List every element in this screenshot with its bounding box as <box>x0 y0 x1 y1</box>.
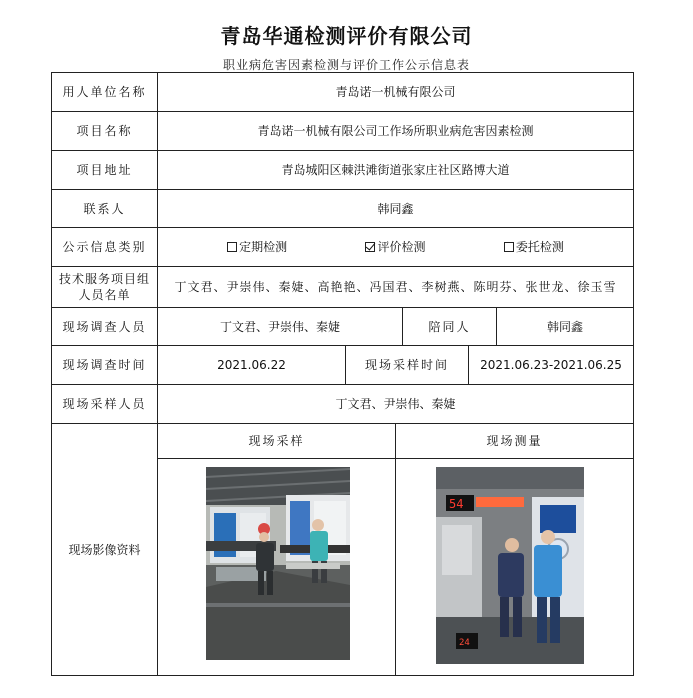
checkbox-icon[interactable] <box>504 242 514 252</box>
employer-value: 青岛诺一机械有限公司 <box>157 72 634 112</box>
escort-value: 韩同鑫 <box>496 307 634 346</box>
project-value: 青岛诺一机械有限公司工作场所职业病危害因素检测 <box>157 111 634 151</box>
sampling-photo-title: 现场采样 <box>157 423 396 459</box>
survey-time-value: 2021.06.22 <box>157 345 346 385</box>
measurement-photo <box>436 467 584 664</box>
category-label: 公示信息类别 <box>51 227 158 267</box>
option-commissioned[interactable]: 委托检测 <box>504 239 564 255</box>
measurement-photo-title: 现场测量 <box>395 423 634 459</box>
company-title: 青岛华通检测评价有限公司 <box>220 24 473 48</box>
survey-staff-label: 现场调查人员 <box>51 307 158 346</box>
images-label: 现场影像资料 <box>51 423 158 676</box>
checkbox-checked-icon[interactable] <box>365 242 375 252</box>
team-label: 技术服务项目组人员名单 <box>51 266 158 308</box>
sampling-staff-value: 丁文君、尹崇伟、秦婕 <box>157 384 634 424</box>
project-label: 项目名称 <box>51 111 158 151</box>
sampling-photo <box>206 467 350 660</box>
option-periodic[interactable]: 定期检测 <box>227 239 287 255</box>
sampling-time-label: 现场采样时间 <box>345 345 469 385</box>
address-value: 青岛城阳区棘洪滩街道张家庄社区路博大道 <box>157 150 634 190</box>
form-subtitle: 职业病危害因素检测与评价工作公示信息表 <box>222 58 470 72</box>
checkbox-icon[interactable] <box>227 242 237 252</box>
sampling-staff-label: 现场采样人员 <box>51 384 158 424</box>
employer-label: 用人单位名称 <box>51 72 158 112</box>
sampling-time-value: 2021.06.23-2021.06.25 <box>468 345 634 385</box>
survey-time-label: 现场调查时间 <box>51 345 158 385</box>
escort-label: 陪同人 <box>402 307 497 346</box>
survey-staff-value: 丁文君、尹崇伟、秦婕 <box>157 307 403 346</box>
category-options <box>157 227 634 267</box>
meter-reading: 24 <box>459 638 470 648</box>
contact-label: 联系人 <box>51 189 158 228</box>
display-reading: 54 <box>449 497 464 511</box>
address-label: 项目地址 <box>51 150 158 190</box>
team-value: 丁文君、尹崇伟、秦婕、高艳艳、冯国君、李树燕、陈明芬、张世龙、徐玉雪 <box>157 266 634 308</box>
contact-value: 韩同鑫 <box>157 189 634 228</box>
option-evaluation[interactable]: 评价检测 <box>365 239 425 255</box>
